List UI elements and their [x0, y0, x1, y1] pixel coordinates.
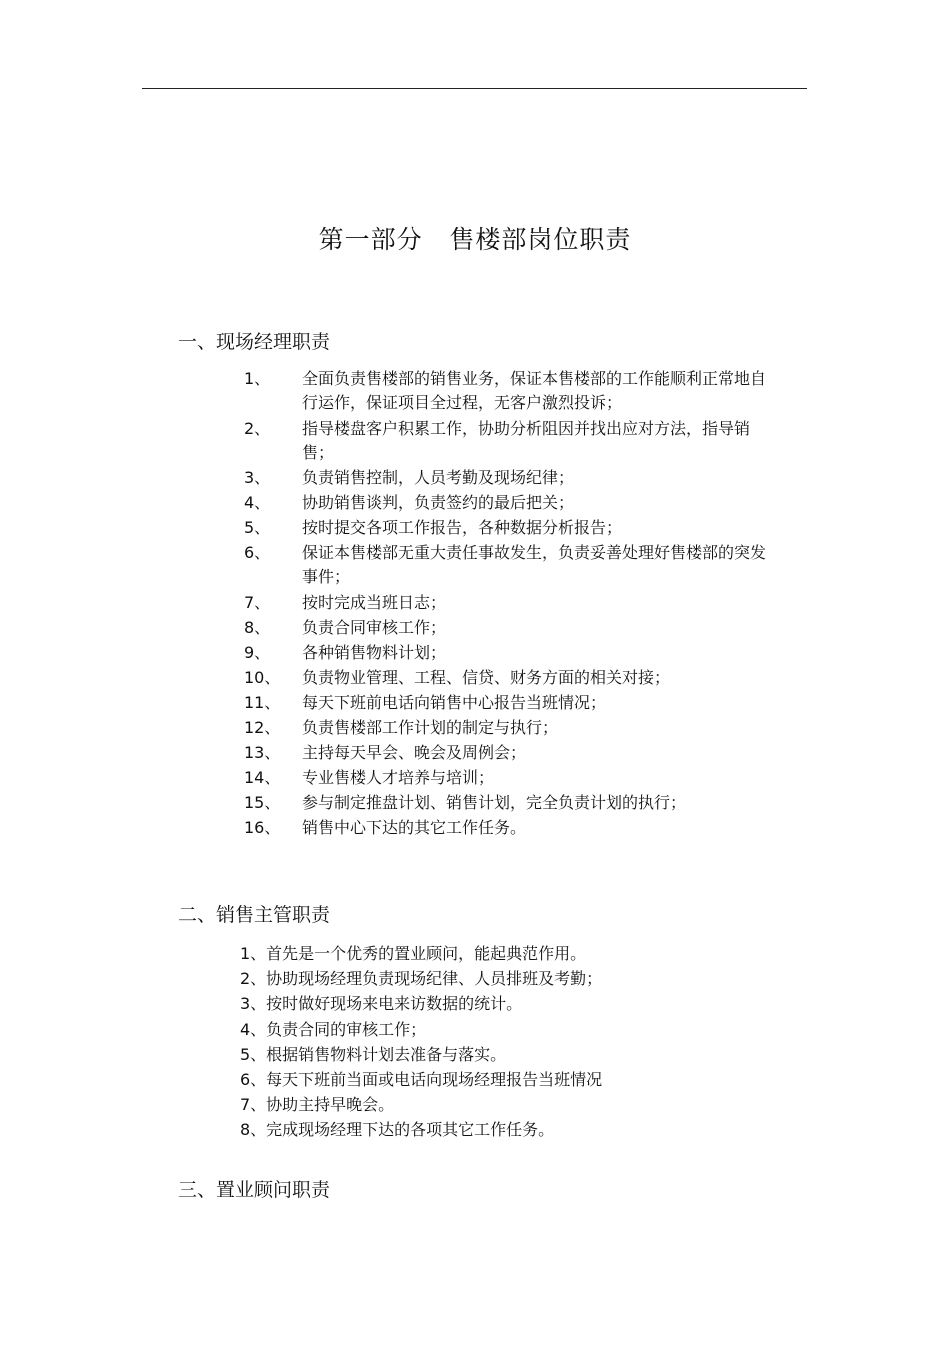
list-item — [0, 716, 950, 741]
list-item — [0, 516, 950, 541]
item-text: 指导楼盘客户积累工作，协助分析阻因并找出应对方法，指导销售； — [302, 418, 751, 462]
section-heading-sales-supervisor: 二、销售主管职责 — [178, 904, 331, 926]
item-number: 2、 — [244, 418, 271, 438]
list-item — [0, 591, 950, 616]
item-text: 销售中心下达的其它工作任务。 — [302, 817, 527, 837]
item-text: 全面负责售楼部的销售业务，保证本售楼部的工作能顺利正常地自行运作，保证项目全过程，无客户激烈投诉； — [302, 369, 767, 413]
item-text: 按时提交各项工作报告，各种数据分析报告； — [302, 518, 623, 537]
list-item: 7、协助主持早晚会。 — [240, 1095, 395, 1115]
list-item — [0, 791, 950, 816]
item-text: 每天下班前电话向销售中心报告当班情况； — [302, 692, 607, 712]
section-heading-property-consultant: 三、置业顾问职责 — [178, 1179, 331, 1201]
item-number: 1、 — [244, 369, 271, 388]
list-item — [0, 766, 950, 791]
item-number: 5、 — [244, 518, 271, 537]
section-heading-site-manager: 一、现场经理职责 — [178, 331, 331, 353]
list-item: 8、完成现场经理下达的各项其它工作任务。 — [240, 1120, 555, 1140]
header-rule — [142, 88, 807, 89]
item-number: 14、 — [244, 767, 281, 787]
list-item — [0, 741, 950, 766]
item-number: 9、 — [244, 642, 271, 662]
item-number: 11、 — [244, 692, 281, 712]
item-text: 主持每天早会、晚会及周例会； — [302, 742, 527, 762]
item-text: 负责物业管理、工程、信贷、财务方面的相关对接； — [302, 667, 671, 687]
list-item: 2、协助现场经理负责现场纪律、人员排班及考勤； — [240, 969, 603, 989]
list-item — [0, 641, 950, 666]
item-number: 16、 — [244, 817, 281, 837]
item-number: 10、 — [244, 667, 281, 687]
item-text: 负责合同审核工作； — [302, 617, 447, 637]
sales-supervisor-duties-list — [240, 941, 800, 1143]
list-item — [0, 541, 950, 591]
list-item: 3、按时做好现场来电来访数据的统计。 — [240, 994, 523, 1014]
item-text: 负责售楼部工作计划的制定与执行； — [302, 717, 559, 737]
item-number: 8、 — [244, 617, 271, 637]
list-item — [0, 816, 950, 841]
list-item — [0, 666, 950, 691]
item-text: 协助销售谈判，负责签约的最后把关； — [302, 493, 575, 512]
list-item: 6、每天下班前当面或电话向现场经理报告当班情况 — [240, 1069, 603, 1089]
item-number: 13、 — [244, 742, 281, 762]
page-title: 第一部分 售楼部岗位职责 — [318, 225, 632, 254]
item-text: 各种销售物料计划； — [302, 642, 447, 662]
item-number: 7、 — [244, 592, 271, 612]
item-number: 6、 — [244, 543, 271, 562]
list-item — [0, 616, 950, 641]
list-item: 5、根据销售物料计划去准备与落实。 — [240, 1044, 507, 1064]
item-text: 按时完成当班日志； — [302, 592, 447, 612]
list-item — [0, 367, 950, 417]
item-text: 保证本售楼部无重大责任事故发生，负责妥善处理好售楼部的突发事件； — [302, 543, 767, 587]
list-item: 1、首先是一个优秀的置业顾问，能起典范作用。 — [240, 944, 587, 963]
item-text: 专业售楼人才培养与培训； — [302, 767, 495, 787]
list-item — [0, 466, 950, 491]
item-number: 3、 — [244, 468, 271, 487]
item-text: 参与制定推盘计划、销售计划，完全负责计划的执行； — [302, 792, 687, 812]
list-item: 4、负责合同的审核工作； — [240, 1019, 427, 1039]
list-item — [0, 691, 950, 716]
list-item — [0, 417, 950, 467]
item-text: 负责销售控制，人员考勤及现场纪律； — [302, 468, 575, 487]
item-number: 4、 — [244, 493, 271, 512]
list-item — [0, 491, 950, 516]
item-number: 15、 — [244, 792, 281, 812]
item-number: 12、 — [244, 717, 281, 737]
site-manager-duties-list — [0, 367, 950, 841]
